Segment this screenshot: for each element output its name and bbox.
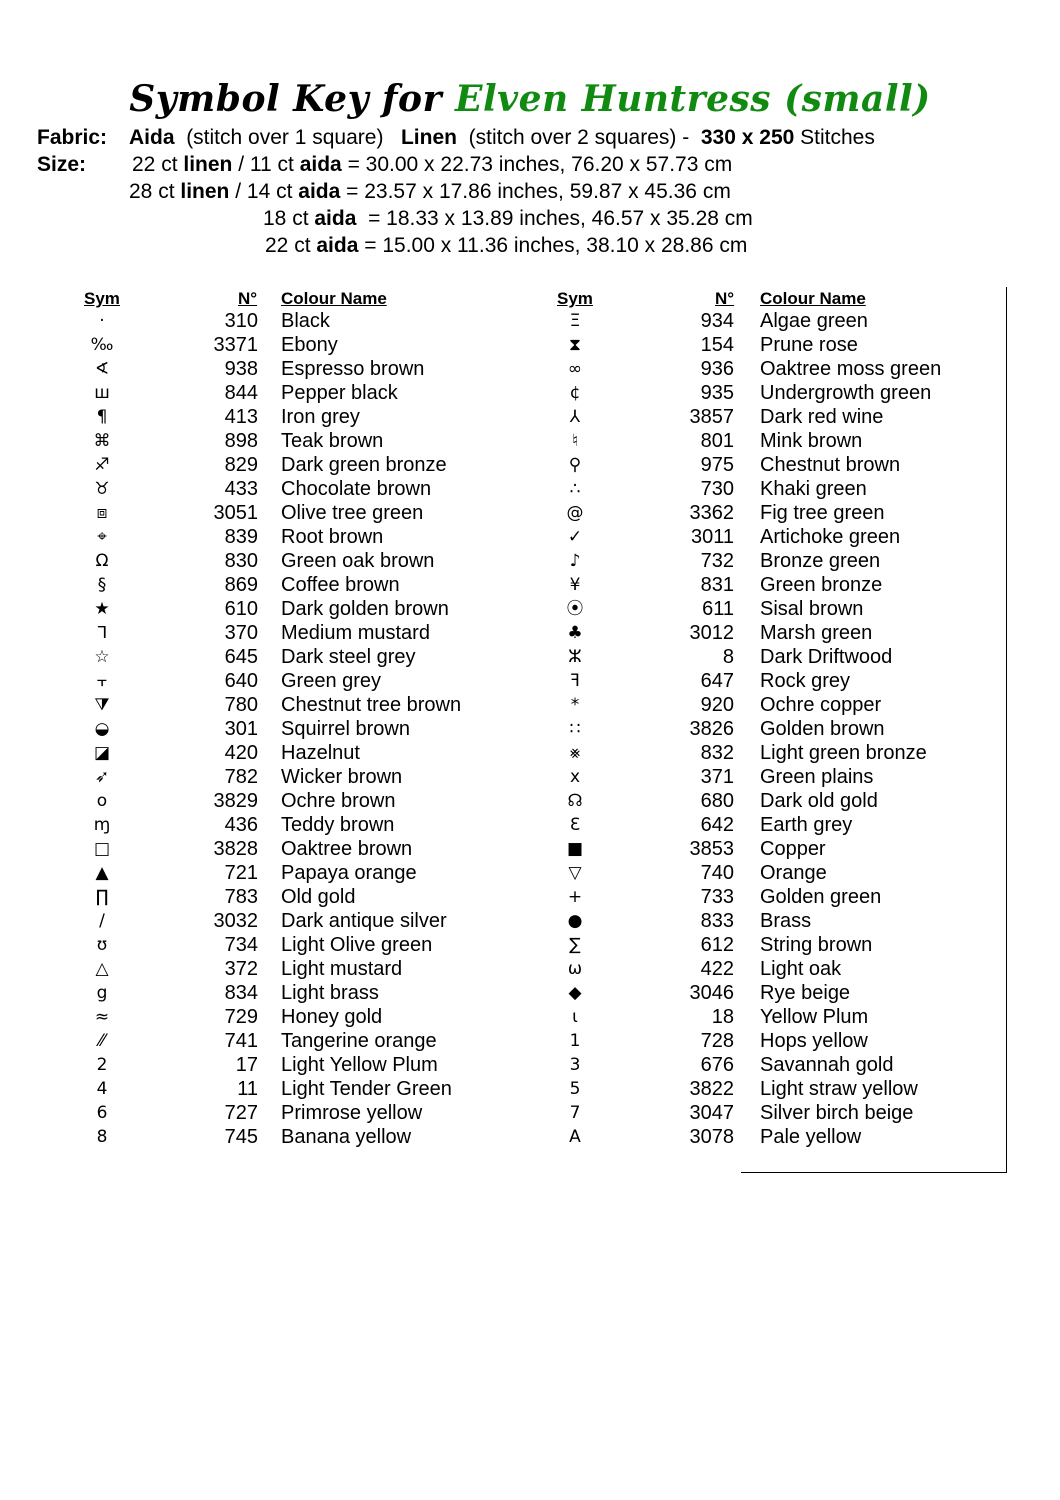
dmc-number: 18 [711, 1006, 734, 1028]
colour-name: Old gold [281, 886, 356, 908]
dmc-number: 938 [224, 358, 258, 380]
dmc-number: 301 [224, 718, 258, 740]
colour-name: Green oak brown [281, 550, 435, 572]
dmc-number: 780 [224, 694, 258, 716]
symbol: ♮ [571, 431, 579, 451]
symbol: ➶ [94, 767, 110, 787]
fabric-aida-note: (stitch over 1 square) [186, 126, 384, 149]
colour-name: Root brown [281, 526, 384, 548]
dmc-number: 729 [224, 1006, 258, 1028]
size-dimensions: = 30.00 x 22.73 inches, 76.20 x 57.73 cm [341, 153, 733, 176]
colour-name: Light Yellow Plum [281, 1054, 438, 1076]
symbol: ɩ [572, 1007, 578, 1027]
symbol: @ [566, 503, 584, 523]
symbol: ♪ [569, 551, 581, 571]
colour-name: Honey gold [281, 1006, 383, 1028]
colour-name: Rye beige [760, 982, 851, 1004]
symbol: ɱ [93, 815, 111, 835]
symbol: ⧩ [94, 695, 110, 715]
dmc-number: 834 [224, 982, 258, 1004]
dmc-number: 413 [224, 406, 258, 428]
dmc-number: 869 [224, 574, 258, 596]
dmc-number: 801 [700, 430, 734, 452]
colour-name: Sisal brown [760, 598, 864, 620]
colour-name: Ochre brown [281, 790, 396, 812]
size-text: 22 ct [132, 153, 184, 176]
dmc-number: 844 [224, 382, 258, 404]
symbol: ♣ [567, 623, 583, 643]
dmc-number: 3857 [689, 406, 734, 428]
fabric-linen: Linen [400, 126, 457, 149]
dmc-number: 832 [700, 742, 734, 764]
dmc-number: 420 [224, 742, 258, 764]
size-dimensions: = 15.00 x 11.36 inches, 38.10 x 28.86 cm [358, 234, 748, 257]
fabric-linen-note: (stitch over 2 squares) - [468, 126, 690, 149]
colour-name: Light green bronze [760, 742, 927, 764]
colour-name: Squirrel brown [281, 718, 410, 740]
dmc-number: 936 [700, 358, 734, 380]
header-num: N° [715, 289, 735, 308]
size-fabric: aida [299, 153, 342, 176]
dmc-number: 830 [224, 550, 258, 572]
symbol: ∏ [95, 887, 109, 907]
dmc-number: 898 [224, 430, 258, 452]
header-num: N° [238, 289, 258, 308]
colour-name: Bronze green [760, 550, 881, 572]
symbol: ⵣ [568, 647, 582, 667]
colour-name: Mink brown [760, 430, 863, 452]
symbol: ¥ [569, 575, 581, 595]
colour-name: Light Olive green [281, 934, 433, 956]
colour-name: Dark antique silver [281, 910, 447, 932]
colour-name: Espresso brown [281, 358, 425, 380]
size-text: / 14 ct [229, 180, 299, 203]
colour-name: Copper [760, 838, 826, 860]
colour-name: Green grey [281, 670, 382, 692]
dmc-number: 372 [224, 958, 258, 980]
symbol: ◆ [568, 983, 582, 1003]
dmc-number: 17 [235, 1054, 258, 1076]
symbol: ∑ [569, 935, 581, 955]
size-line [263, 207, 753, 231]
dmc-number: 745 [224, 1126, 258, 1148]
dmc-number: 3046 [689, 982, 734, 1004]
page-title [0, 78, 1060, 120]
colour-name: Artichoke green [760, 526, 901, 548]
dmc-number: 611 [702, 598, 734, 620]
colour-name: Light brass [281, 982, 379, 1004]
symbol: ∢ [94, 359, 110, 379]
dmc-number: 154 [700, 334, 734, 356]
size-dimensions: = 18.33 x 13.89 inches, 46.57 x 35.28 cm [356, 207, 753, 230]
dmc-number: 310 [224, 310, 258, 332]
dmc-number: 3078 [689, 1126, 734, 1148]
colour-name: Dark red wine [760, 406, 884, 428]
colour-name: Green bronze [760, 574, 883, 596]
title-prefix: Symbol Key for [129, 78, 442, 120]
symbol: 7 [569, 1103, 581, 1123]
dmc-number: 422 [700, 958, 734, 980]
symbol: ◒ [94, 719, 110, 739]
symbol: ¢ [569, 383, 581, 403]
colour-name: Silver birch beige [760, 1102, 914, 1124]
colour-name: Coffee brown [281, 574, 400, 596]
symbol: Ξ [569, 311, 581, 331]
dmc-number: 680 [700, 790, 734, 812]
symbol: ᒣ [96, 623, 108, 643]
symbol: ʊ [96, 935, 108, 955]
colour-name: Dark Driftwood [760, 646, 893, 668]
fabric-aida: Aida [129, 126, 175, 149]
dmc-number: 935 [700, 382, 734, 404]
dmc-number: 676 [700, 1054, 734, 1076]
symbol: ∴ [569, 479, 581, 499]
colour-name: Ebony [281, 334, 338, 356]
dmc-number: 829 [224, 454, 258, 476]
symbol: 8 [96, 1127, 108, 1147]
size-fabric: aida [316, 234, 359, 257]
dmc-number: 734 [224, 934, 258, 956]
dmc-number: 730 [700, 478, 734, 500]
size-line [265, 234, 747, 258]
dmc-number: 647 [700, 670, 734, 692]
size-dimensions: = 23.57 x 17.86 inches, 59.87 x 45.36 cm [340, 180, 731, 203]
dmc-number: 721 [224, 862, 258, 884]
dmc-number: 782 [224, 766, 258, 788]
symbol: ⅄ [569, 407, 581, 427]
symbol: ▲ [95, 863, 109, 883]
dmc-number: 741 [224, 1030, 258, 1052]
size-fabric: linen [180, 180, 230, 203]
dmc-number: 732 [700, 550, 734, 572]
dmc-number: 436 [224, 814, 258, 836]
symbol: ☆ [94, 647, 110, 667]
symbol: o [96, 791, 108, 811]
colour-name: Iron grey [281, 406, 360, 428]
dmc-number: 3047 [689, 1102, 734, 1124]
symbol: x [569, 767, 581, 787]
colour-name: Savannah gold [760, 1054, 894, 1076]
header-colour-name: Colour Name [281, 289, 387, 308]
colour-name: Teak brown [281, 430, 384, 452]
colour-name: Banana yellow [281, 1126, 412, 1148]
size-line [129, 180, 731, 204]
colour-name: Papaya orange [281, 862, 417, 884]
symbol: g [96, 983, 108, 1003]
symbol: ω [567, 959, 583, 979]
colour-name: Black [281, 310, 330, 332]
colour-name: Earth grey [760, 814, 853, 836]
size-text: 22 ct [265, 234, 317, 257]
colour-name: Oaktree moss green [760, 358, 942, 380]
dmc-number: 642 [700, 814, 734, 836]
symbol: 1 [569, 1031, 581, 1051]
symbol: ∷ [569, 719, 581, 739]
symbol: 4 [96, 1079, 108, 1099]
symbol: ш [94, 383, 110, 403]
dmc-number: 11 [237, 1078, 258, 1100]
colour-name: Hazelnut [281, 742, 360, 764]
symbol: ◪ [93, 743, 111, 763]
colour-name: Olive tree green [281, 502, 424, 524]
symbol: + [567, 887, 583, 907]
symbol: ⚲ [568, 455, 582, 475]
symbol: ⧗ [569, 335, 581, 355]
symbol: ⌖ [97, 527, 107, 547]
symbol: § [97, 575, 107, 595]
symbol: Ɛ [569, 815, 581, 835]
colour-name: Khaki green [760, 478, 867, 500]
symbol: ꟻ [570, 671, 580, 691]
fabric-info [129, 126, 875, 150]
colour-name: Tangerine orange [281, 1030, 437, 1052]
dmc-number: 610 [224, 598, 258, 620]
stitch-suffix: Stitches [800, 126, 875, 149]
dmc-number: 3051 [213, 502, 258, 524]
colour-name: Teddy brown [281, 814, 395, 836]
dmc-number: 3829 [213, 790, 258, 812]
symbol: 2 [96, 1055, 108, 1075]
dmc-number: 3012 [689, 622, 734, 644]
colour-name: Primrose yellow [281, 1102, 423, 1124]
dmc-number: 3822 [689, 1078, 734, 1100]
symbol: ⌘ [93, 431, 111, 451]
dmc-number: 728 [700, 1030, 734, 1052]
symbol: 5 [569, 1079, 581, 1099]
colour-name: Chocolate brown [281, 478, 432, 500]
colour-name: Brass [760, 910, 812, 932]
symbol: ♐ [94, 455, 110, 475]
dmc-number: 3032 [213, 910, 258, 932]
symbol: / [99, 911, 105, 931]
symbol: ¶ [96, 407, 108, 427]
dmc-number: 645 [224, 646, 258, 668]
colour-name: Oaktree brown [281, 838, 413, 860]
dmc-number: 727 [224, 1102, 258, 1124]
symbol: ★ [94, 599, 110, 619]
dmc-number: 3853 [689, 838, 734, 860]
symbol: ∞ [567, 359, 583, 379]
colour-name: Green plains [760, 766, 874, 788]
colour-name: Light mustard [281, 958, 403, 980]
table-border-bottom [741, 1172, 1007, 1173]
symbol: □ [93, 839, 111, 859]
pattern-name: Elven Huntress (small) [455, 78, 931, 120]
dmc-number: 3362 [689, 502, 734, 524]
size-fabric: aida [314, 207, 357, 230]
dmc-number: 8 [722, 646, 734, 668]
dmc-number: 783 [224, 886, 258, 908]
colour-name: Prune rose [760, 334, 858, 356]
symbol: ▽ [568, 863, 582, 883]
dmc-number: 975 [700, 454, 734, 476]
colour-name: Light straw yellow [760, 1078, 918, 1100]
size-text: 18 ct [263, 207, 315, 230]
colour-name: Wicker brown [281, 766, 403, 788]
size-text: / 11 ct [232, 153, 300, 176]
dmc-number: 370 [224, 622, 258, 644]
header-colour-name: Colour Name [760, 289, 866, 308]
colour-name: Pepper black [281, 382, 398, 404]
colour-name: Pale yellow [760, 1126, 862, 1148]
colour-name: Yellow Plum [760, 1006, 869, 1028]
dmc-number: 920 [700, 694, 734, 716]
colour-name: Dark golden brown [281, 598, 449, 620]
colour-name: Orange [760, 862, 827, 884]
colour-name: String brown [760, 934, 873, 956]
symbol: ‰ [90, 335, 114, 355]
symbol: ■ [566, 839, 584, 859]
colour-name: Marsh green [760, 622, 873, 644]
symbol: 3 [569, 1055, 581, 1075]
colour-name: Light oak [760, 958, 842, 980]
symbol: ≈ [94, 1007, 110, 1027]
colour-name: Light Tender Green [281, 1078, 452, 1100]
symbol: ⫟ [96, 671, 108, 691]
colour-name: Rock grey [760, 670, 851, 692]
colour-name: Algae green [760, 310, 868, 332]
symbol: 6 [96, 1103, 108, 1123]
symbol: ♉ [94, 479, 110, 499]
dmc-number: 3826 [689, 718, 734, 740]
dmc-number: 612 [700, 934, 734, 956]
colour-name: Chestnut tree brown [281, 694, 462, 716]
size-text: 28 ct [129, 180, 181, 203]
stitch-count: 330 x 250 [700, 126, 795, 149]
size-fabric: aida [298, 180, 341, 203]
symbol: ⦿ [566, 599, 584, 619]
fabric-label: Fabric: [37, 126, 108, 149]
dmc-number: 371 [700, 766, 734, 788]
size-label: Size: [37, 153, 87, 176]
dmc-number: 740 [700, 862, 734, 884]
header-sym: Sym [84, 289, 120, 308]
dmc-number: 733 [700, 886, 734, 908]
dmc-number: 3011 [690, 526, 734, 548]
colour-name: Golden brown [760, 718, 885, 740]
symbol: A [569, 1127, 581, 1147]
colour-name: Hops yellow [760, 1030, 868, 1052]
colour-name: Medium mustard [281, 622, 430, 644]
colour-name: Chestnut brown [760, 454, 901, 476]
symbol: ⨳ [569, 743, 581, 763]
colour-name: Dark steel grey [281, 646, 416, 668]
symbol: ✓ [567, 527, 583, 547]
colour-name: Golden green [760, 886, 882, 908]
symbol: ☊ [567, 791, 583, 811]
size-line [132, 153, 732, 177]
dmc-number: 433 [224, 478, 258, 500]
symbol: △ [95, 959, 109, 979]
colour-name: Fig tree green [760, 502, 885, 524]
symbol: ⧈ [96, 503, 108, 523]
dmc-number: 640 [224, 670, 258, 692]
dmc-number: 934 [700, 310, 734, 332]
colour-name: Ochre copper [760, 694, 882, 716]
colour-name: Dark green bronze [281, 454, 447, 476]
dmc-number: 833 [700, 910, 734, 932]
symbol: ⁄⁄ [99, 1031, 105, 1051]
symbol: · [99, 311, 105, 331]
colour-name: Dark old gold [760, 790, 878, 812]
dmc-number: 3371 [213, 334, 258, 356]
colour-name: Undergrowth green [760, 382, 932, 404]
symbol: * [570, 695, 580, 715]
header-sym: Sym [557, 289, 593, 308]
size-fabric: linen [183, 153, 233, 176]
symbol: ● [567, 911, 583, 931]
symbol: Ω [95, 551, 109, 571]
dmc-number: 831 [700, 574, 734, 596]
dmc-number: 839 [224, 526, 258, 548]
dmc-number: 3828 [213, 838, 258, 860]
table-border-right [1006, 287, 1007, 1172]
